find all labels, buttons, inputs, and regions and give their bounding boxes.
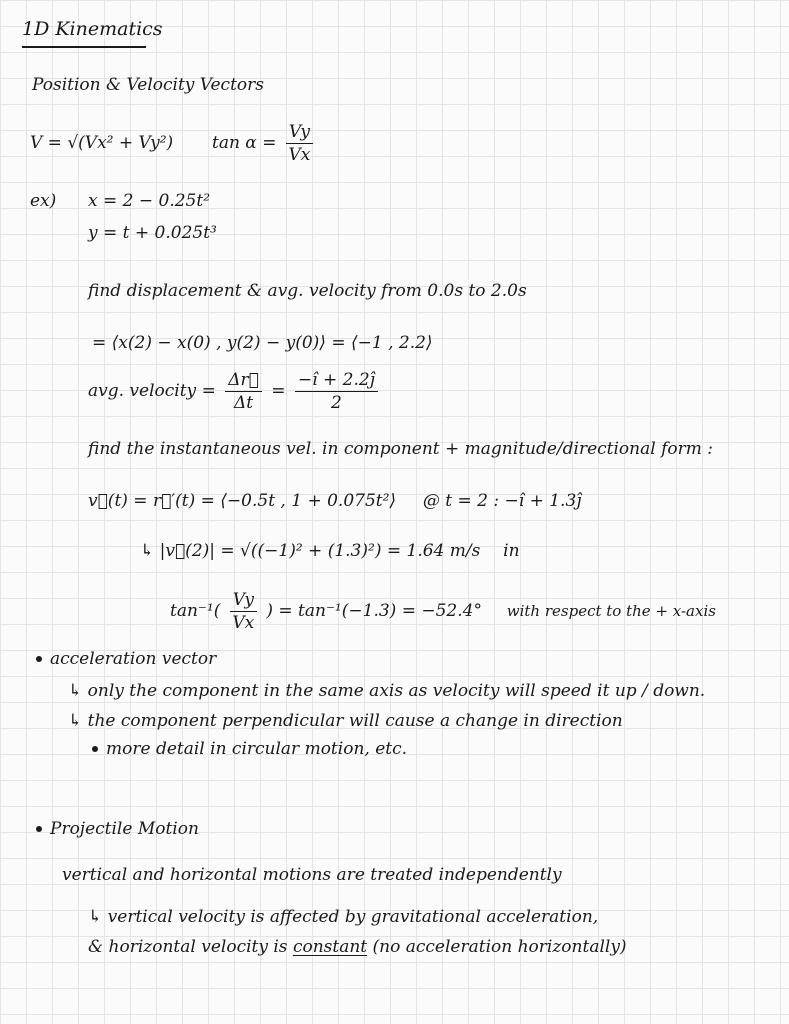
direction-calc-rhs: ) = tan⁻¹(−1.3) = −52.4° xyxy=(266,601,482,621)
projectile-point-1: vertical and horizontal motions are treated independently xyxy=(62,865,562,885)
magnitude-calculation xyxy=(140,540,520,562)
avg-velocity-label: avg. velocity = xyxy=(88,381,216,401)
accel-point-2: ↳ the component perpendicular will cause a change in direction xyxy=(68,711,623,731)
page-title: 1D Kinematics xyxy=(22,18,163,40)
accel-point-1: ↳ only the component in the same axis as velocity will speed it up / down. xyxy=(68,681,706,701)
accel-heading-text: acceleration vector xyxy=(50,649,217,669)
avg-velocity-denominator-2: 2 xyxy=(331,393,342,413)
avg-velocity-numerator-2: −î + 2.2ĵ xyxy=(295,370,378,392)
title-underline xyxy=(22,46,146,48)
avg-velocity-numerator-1: Δr⃗ xyxy=(225,370,262,392)
example-label: ex) xyxy=(30,191,57,211)
example-x-equation: x = 2 − 0.25t² xyxy=(88,191,211,211)
direction-calc-denominator: Vx xyxy=(232,613,255,633)
avg-velocity-fraction-1 xyxy=(225,370,262,413)
find-displacement-prompt: find displacement & avg. velocity from 0.0s to 2.0s xyxy=(88,281,527,301)
avg-velocity-equals: = xyxy=(271,381,286,401)
accel-point-3 xyxy=(92,738,407,760)
section-heading-vectors: Position & Velocity Vectors xyxy=(32,75,264,95)
avg-velocity-denominator-1: Δt xyxy=(233,393,254,413)
find-instantaneous-prompt: find the instantaneous vel. in component + magnitude/directional form : xyxy=(88,439,713,459)
direction-calculation xyxy=(170,590,716,633)
velocity-function xyxy=(88,490,582,512)
projectile-point-3 xyxy=(88,936,627,958)
projectile-point-3-suffix: (no acceleration horizontally) xyxy=(372,937,627,957)
projectile-point-2: ↳ vertical velocity is affected by gravitational acceleration, xyxy=(88,907,599,927)
velocity-function-text: v⃗(t) = r⃗′(t) = ⟨−0.5t , 1 + 0.075t²⟩ xyxy=(88,491,397,511)
angle-formula-denominator: Vx xyxy=(288,145,311,165)
projectile-heading-text: Projectile Motion xyxy=(50,819,199,839)
displacement-result: = ⟨x(2) − x(0) , y(2) − y(0)⟩ = ⟨−1 , 2.2⟩ xyxy=(92,333,433,353)
avg-velocity-fraction-2 xyxy=(295,370,378,413)
accel-point-3-text: more detail in circular motion, etc. xyxy=(106,739,408,759)
angle-formula-numerator: Vy xyxy=(286,122,313,144)
direction-calc-numerator: Vy xyxy=(230,590,257,612)
projectile-constant-word: constant xyxy=(292,937,368,957)
avg-velocity-equation xyxy=(88,370,382,413)
angle-formula-lhs: tan α = xyxy=(211,133,277,153)
example-y-equation: y = t + 0.025t³ xyxy=(88,223,217,243)
direction-calc-fraction xyxy=(230,590,257,633)
magnitude-calculation-text: ↳ |v⃗(2)| = √((−1)² + (1.3)²) = 1.64 m/s xyxy=(140,541,481,561)
bullet-icon xyxy=(36,656,42,662)
magnitude-in: in xyxy=(503,541,520,561)
velocity-at-t2: @ t = 2 : −î + 1.3ĵ xyxy=(422,491,582,511)
bullet-icon xyxy=(92,746,98,752)
direction-note: with respect to the + x-axis xyxy=(506,602,716,620)
accel-heading xyxy=(36,648,216,670)
direction-calc-lhs: tan⁻¹( xyxy=(170,601,221,621)
projectile-point-3-prefix: & horizontal velocity is xyxy=(88,937,288,957)
magnitude-formula xyxy=(30,122,317,165)
bullet-icon xyxy=(36,826,42,832)
angle-formula-fraction xyxy=(286,122,313,165)
projectile-heading xyxy=(36,818,199,840)
magnitude-formula-text: V = √(Vx² + Vy²) xyxy=(30,133,174,153)
